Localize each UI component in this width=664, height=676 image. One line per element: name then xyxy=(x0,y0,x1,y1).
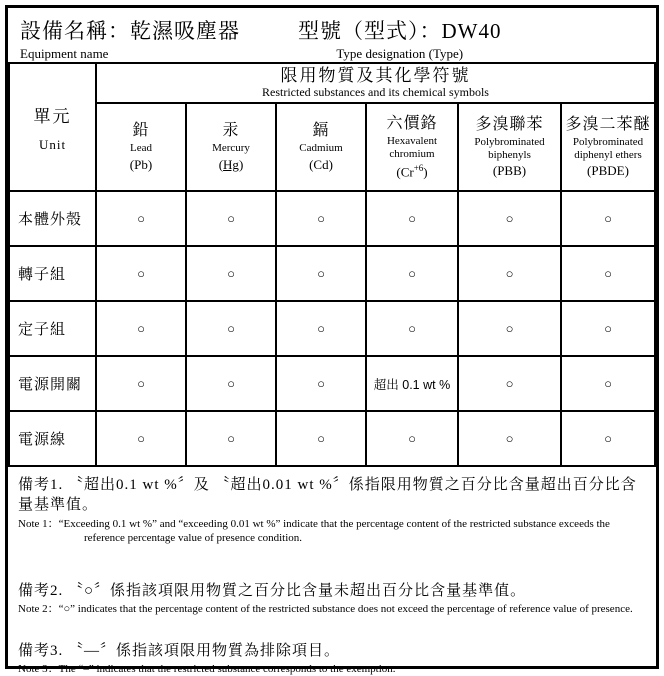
substance-zh: 汞 xyxy=(222,122,240,140)
note-1-zh: 備考1. 〝超出0.1 wt %〞及 〝超出0.01 wt %〞係指限用物質之百分比含量超出百分比含量基準值。 xyxy=(18,477,637,514)
value-cell: ○ xyxy=(96,246,186,301)
value-cell: ○ xyxy=(96,411,186,466)
substance-en: Cadmium xyxy=(299,142,343,155)
type-designation-sublabel: Type designation (Type) xyxy=(336,46,464,61)
note-2 xyxy=(18,581,646,617)
substance-en: Polybrominated biphenyls xyxy=(474,136,545,161)
restricted-header-zh: 限用物質及其化學符號 xyxy=(280,66,471,86)
value-cell: ○ xyxy=(561,301,655,356)
value-cell: ○ xyxy=(458,301,561,356)
value-cell: ○ xyxy=(366,301,458,356)
value-cell: ○ xyxy=(186,356,276,411)
value-cell: ○ xyxy=(366,246,458,301)
value-cell: ○ xyxy=(186,191,276,246)
restricted-substances-header xyxy=(96,63,655,103)
note-3-en: Note 3：The “–” indicates that the restricted substance corresponds to the exemption. xyxy=(18,662,396,675)
note-2-en: Note 2：“○” indicates that the percentage content of the restricted substance does not exceed the percentage of reference value of presence. xyxy=(18,603,633,616)
substance-symbol: (PBDE) xyxy=(587,163,629,179)
notes-section xyxy=(8,467,656,676)
equipment-name-sublabel: Equipment name xyxy=(20,46,109,61)
unit-header-en: Unit xyxy=(38,136,67,152)
value-cell: ○ xyxy=(276,356,366,411)
column-header-hexavalent-chromium xyxy=(366,103,458,191)
type-designation-label: 型號（型式）：DW40 xyxy=(298,19,502,43)
unit-header-zh: 單元 xyxy=(33,106,72,126)
unit-column-header xyxy=(9,63,96,191)
table-row-power-switch xyxy=(9,356,655,411)
table-row-power-cord xyxy=(9,411,655,466)
value-cell: ○ xyxy=(366,411,458,466)
equipment-name-block xyxy=(20,15,240,62)
value-cell: ○ xyxy=(458,246,561,301)
substance-zh: 多溴聯苯 xyxy=(475,115,544,133)
value-cell: ○ xyxy=(186,411,276,466)
value-cell: ○ xyxy=(366,191,458,246)
equipment-name-label: 設備名稱：乾濕吸塵器 xyxy=(20,19,240,43)
note-3-zh: 備考3. 〝—〞係指該項限用物質為排除項目。 xyxy=(18,642,341,659)
value-cell: ○ xyxy=(561,246,655,301)
value-cell-exceed: 超出 0.1 wt % xyxy=(366,356,458,411)
substance-zh: 六價鉻 xyxy=(386,115,438,133)
value-cell: ○ xyxy=(561,356,655,411)
value-cell: ○ xyxy=(276,301,366,356)
column-header-lead xyxy=(96,103,186,191)
note-1 xyxy=(18,475,646,545)
note-2-zh: 備考2. 〝○〞係指該項限用物質之百分比含量未超出百分比含量基準值。 xyxy=(18,583,527,600)
column-header-pbb xyxy=(458,103,561,191)
value-cell: ○ xyxy=(276,411,366,466)
value-cell: ○ xyxy=(276,246,366,301)
unit-cell: 電源線 xyxy=(9,411,96,466)
value-cell: ○ xyxy=(561,191,655,246)
value-cell: ○ xyxy=(96,356,186,411)
document-header xyxy=(8,8,656,62)
substance-en: Hexavalent chromium xyxy=(386,135,438,161)
column-header-cadmium xyxy=(276,103,366,191)
restricted-header-en: Restricted substances and its chemical symbols xyxy=(262,84,489,99)
substance-zh: 鉛 xyxy=(132,122,150,140)
substance-en: Polybrominated diphenyl ethers xyxy=(572,136,644,161)
column-header-mercury xyxy=(186,103,276,191)
unit-cell: 本體外殼 xyxy=(9,191,96,246)
substance-symbol: (Hg) xyxy=(218,157,244,173)
column-header-pbde xyxy=(561,103,655,191)
substance-symbol: (PBB) xyxy=(492,163,527,179)
type-designation-block xyxy=(298,15,502,62)
substance-zh: 多溴二苯醚 xyxy=(565,115,651,133)
value-cell: ○ xyxy=(96,191,186,246)
substance-symbol: (Pb) xyxy=(129,157,153,173)
value-cell: ○ xyxy=(458,191,561,246)
note-3 xyxy=(18,641,646,676)
value-cell: ○ xyxy=(276,191,366,246)
note-1-en: Note 1：“Exceeding 0.1 wt %” and “exceeding 0.01 wt %” indicate that the percentage content of the restricted substance exceeds the reference percentage value of presence condition. xyxy=(18,517,610,544)
value-cell: ○ xyxy=(96,301,186,356)
unit-cell: 轉子組 xyxy=(9,246,96,301)
substance-symbol: $(Cr^{+6})$ xyxy=(396,162,428,180)
substance-zh: 鎘 xyxy=(312,122,330,140)
value-cell: ○ xyxy=(458,411,561,466)
substance-en: Lead xyxy=(130,142,152,155)
rohs-declaration-document xyxy=(5,5,659,675)
value-cell: ○ xyxy=(458,356,561,411)
table-row-body-shell xyxy=(9,191,655,246)
value-cell: ○ xyxy=(186,301,276,356)
substance-symbol: (Cd) xyxy=(309,157,333,173)
unit-cell: 電源開關 xyxy=(9,356,96,411)
unit-cell: 定子組 xyxy=(9,301,96,356)
value-cell: ○ xyxy=(561,411,655,466)
restricted-substances-table xyxy=(8,62,656,467)
table-row-stator-assembly xyxy=(9,301,655,356)
substance-en: Mercury xyxy=(212,142,250,155)
table-row-rotor-assembly xyxy=(9,246,655,301)
value-cell: ○ xyxy=(186,246,276,301)
